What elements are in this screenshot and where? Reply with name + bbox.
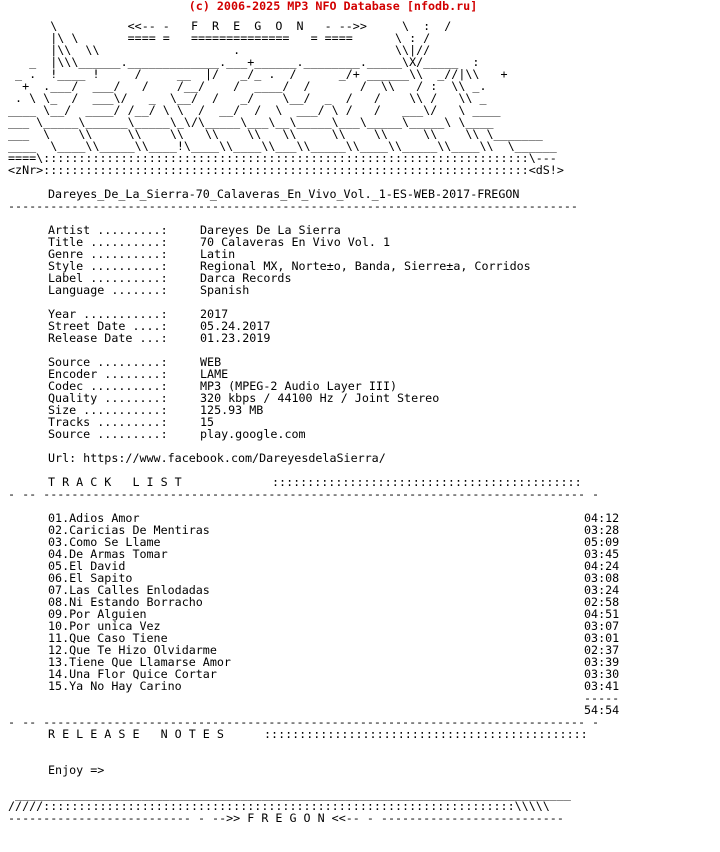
track-time: 03:39 — [584, 655, 620, 669]
info-row-release-date: Release Date ...: 01.23.2019 — [48, 331, 271, 345]
track-name: 14.Una Flor Quice Cortar — [48, 667, 217, 681]
track-list — [8, 512, 712, 716]
track-name: 03.Como Se Llame — [48, 535, 161, 549]
track-name: 12.Que Te Hizo Olvidarme — [48, 643, 217, 657]
info-row-street-date: Street Date ....: 05.24.2017 — [48, 319, 271, 333]
header-credit[interactable]: (c) 2006-2025 MP3 NFO Database [nfodb.ru] — [188, 0, 478, 13]
info-row-source-site: Source .........: play.google.com — [48, 427, 306, 441]
track-time: 03:08 — [584, 571, 620, 585]
dash-rule: - -- ----------------------------------------------------------------------------- - — [8, 487, 600, 501]
track-name: 13.Tiene Que Llamarse Amor — [48, 655, 231, 669]
ascii-logo: \ <<-- - F R E G O N - -->> \ : / |\ \ ==== = ============== = ==== \ : / |\\ \\ . \\|// _ |\\\______._____________.___+______.________._____\X/_____ : _ . !____ ! / __ |/ _/_ . / _/+ ______\\ _//|\\ + + .___/ ___/ / /__/ / ____/ / / \\ / : \\ _. . \ \_ / ___\/ _ \__/ / _/ \__/ _ / / \\ / \\ _ ____ \__/ ____/ /__/ \ \ / __/ / \ ___/ \ / / ___\/ \ ____ ___ \_____\______\_____\_\/\_____\___\__\_____\___\_____\_____\ \____ ___ \ \\ \\ \\ \\ \\ \\ \\ \\ \\ \\ \_______ ____ \____\\_____\\____!\____\\____\\___\\_____\\____\\_____\\____\\ \______ ====\:::::::::::::::::::::::::::::::::::::::::::::::::::::::::::::::::::::\--- — [8, 19, 557, 165]
track-name: 06.El Sapito — [48, 571, 133, 585]
info-group-tags — [8, 224, 712, 296]
track-time: 03:24 — [584, 583, 620, 597]
track-time: 05:09 — [584, 535, 620, 549]
track-name: 01.Adios Amor — [48, 511, 140, 525]
info-row-encoder: Encoder ........: LAME — [48, 367, 229, 381]
info-row-language: Language .......: Spanish — [48, 283, 250, 297]
nfo-document — [8, 0, 712, 824]
track-time: 04:24 — [584, 559, 620, 573]
info-row-artist: Artist .........: Dareyes De La Sierra — [48, 223, 341, 237]
track-time: 03:30 — [584, 667, 620, 681]
info-row-tracks: Tracks .........: 15 — [48, 415, 215, 429]
info-row-year: Year ...........: 2017 — [48, 307, 229, 321]
info-row-label: Label ..........: Darca Records — [48, 271, 292, 285]
track-name: 07.Las Calles Enlodadas — [48, 583, 210, 597]
track-name: 09.Por Alguien — [48, 607, 147, 621]
track-name: 15.Ya No Hay Carino — [48, 679, 182, 693]
info-group-dates — [8, 308, 712, 344]
url-line[interactable]: Url: https://www.facebook.com/DareyesdelaSierra/ — [48, 451, 386, 465]
total-rule: ----- — [584, 691, 620, 705]
footer-art: _______________________________________________________________________________ /////:::::::::::::::::::::::::::::::::::::::::::::::::::::::::::::::::::\\\\\ -------------------------- - -->> F R E G O N <<-- - -------------------------- — [8, 787, 571, 825]
release-name: Dareyes_De_La_Sierra-70_Calaveras_En_Vivo_Vol._1-ES-WEB-2017-FREGON — [48, 187, 520, 201]
track-time: 04:51 — [584, 607, 620, 621]
spacer — [8, 752, 712, 764]
tracklist-heading: T R A C K L I S T — [48, 475, 182, 489]
info-row-quality: Quality ........: 320 kbps / 44100 Hz / Joint Stereo — [48, 391, 440, 405]
notes-colons: :::::::::::::::::::::::::::::::::::::::::::::: — [264, 727, 588, 741]
info-row-title: Title ..........: 70 Calaveras En Vivo Vol. 1 — [48, 235, 390, 249]
total-time-row — [8, 704, 712, 716]
rule-line: --------------------------------------------------------------------------------- — [8, 199, 578, 213]
track-time: 03:41 — [584, 679, 620, 693]
track-time: 03:28 — [584, 523, 620, 537]
tracklist-heading-row — [8, 476, 712, 488]
track-name: 04.De Armas Tomar — [48, 547, 168, 561]
notes-heading: R E L E A S E N O T E S — [48, 727, 224, 741]
tracklist-colons: :::::::::::::::::::::::::::::::::::::::::::: — [272, 475, 582, 489]
info-row-codec: Codec ..........: MP3 (MPEG-2 Audio Layer III) — [48, 379, 398, 393]
track-name: 10.Por unica Vez — [48, 619, 161, 633]
track-name: 02.Caricias De Mentiras — [48, 523, 210, 537]
track-time: 03:07 — [584, 619, 620, 633]
track-time: 03:45 — [584, 547, 620, 561]
info-row-genre: Genre ..........: Latin — [48, 247, 236, 261]
separator-top: <zNr>:::::::::::::::::::::::::::::::::::::::::::::::::::::::::::::::::::::<dS!> — [8, 163, 564, 177]
info-group-technical — [8, 356, 712, 440]
notes-text: Enjoy => — [48, 763, 105, 777]
info-row-style: Style ..........: Regional MX, Norte±o, Banda, Sierre±a, Corridos — [48, 259, 531, 273]
track-time: 02:37 — [584, 643, 620, 657]
track-time: 02:58 — [584, 595, 620, 609]
total-time: 54:54 — [584, 703, 620, 717]
track-name: 11.Que Caso Tiene — [48, 631, 168, 645]
dash-rule: - -- ----------------------------------------------------------------------------- - — [8, 715, 600, 729]
info-row-size: Size ...........: 125.93 MB — [48, 403, 264, 417]
info-row-source: Source .........: WEB — [48, 355, 222, 369]
spacer — [8, 740, 712, 752]
track-name: 05.El David — [48, 559, 126, 573]
track-name: 08.Ni Estando Borracho — [48, 595, 203, 609]
notes-heading-row — [8, 728, 712, 740]
track-time: 03:01 — [584, 631, 620, 645]
track-time: 04:12 — [584, 511, 620, 525]
